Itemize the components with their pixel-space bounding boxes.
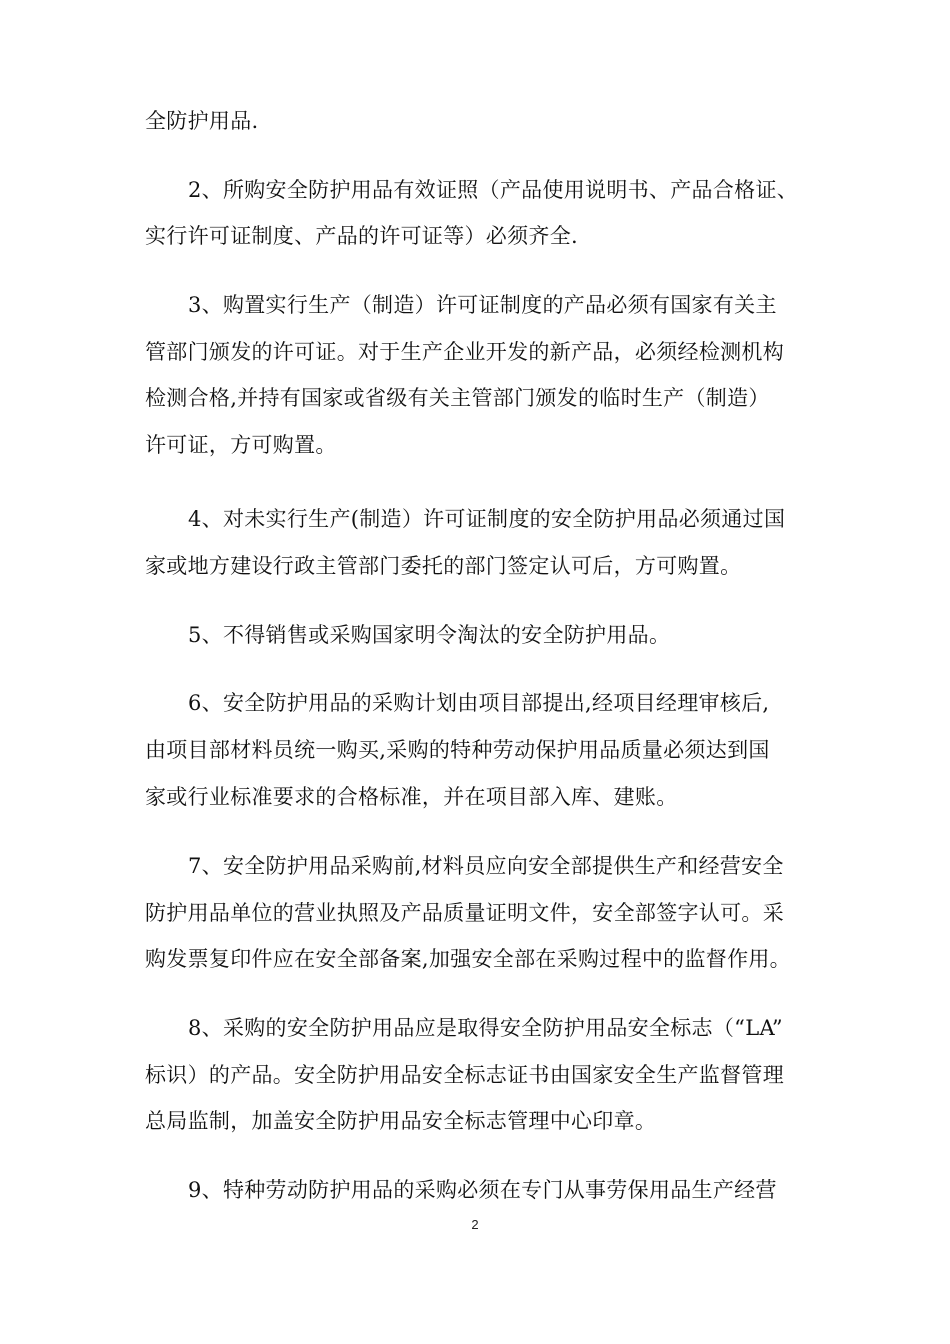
text-line: 家或地方建设行政主管部门委托的部门签定认可后，方可购置。 <box>145 554 742 578</box>
text-line: 实行许可证制度、产品的许可证等）必须齐全. <box>145 224 578 248</box>
text-line: 7、安全防护用品采购前,材料员应向安全部提供生产和经营安全 <box>188 854 784 878</box>
text-line: 家或行业标准要求的合格标准，并在项目部入库、建账。 <box>145 785 678 809</box>
text-line: 防护用品单位的营业执照及产品质量证明文件，安全部签字认可。采 <box>145 901 784 925</box>
text-line: 4、对未实行生产(制造）许可证制度的安全防护用品必须通过国 <box>188 507 786 531</box>
text-line: 9、特种劳动防护用品的采购必须在专门从事劳保用品生产经营 <box>188 1178 777 1202</box>
text-line: 标识）的产品。安全防护用品安全标志证书由国家安全生产监督管理 <box>145 1063 784 1087</box>
page-number: 2 <box>471 1217 479 1232</box>
text-line: 购发票复印件应在安全部备案,加强安全部在采购过程中的监督作用。 <box>145 947 791 971</box>
text-line: 8、采购的安全防护用品应是取得安全防护用品安全标志（“LA” <box>188 1016 783 1040</box>
text-line: 6、安全防护用品的采购计划由项目部提出,经项目经理审核后, <box>188 691 770 715</box>
text-line: 检测合格,并持有国家或省级有关主管部门颁发的临时生产（制造） <box>145 386 770 410</box>
text-line: 由项目部材料员统一购买,采购的特种劳动保护用品质量必须达到国 <box>145 738 770 762</box>
text-line: 全防护用品. <box>145 109 259 133</box>
text-line: 2、所购安全防护用品有效证照（产品使用说明书、产品合格证、 <box>188 178 799 202</box>
text-line: 3、购置实行生产（制造）许可证制度的产品必须有国家有关主 <box>188 293 777 317</box>
text-line: 总局监制，加盖安全防护用品安全标志管理中心印章。 <box>145 1109 657 1133</box>
text-line: 许可证，方可购置。 <box>145 433 337 457</box>
text-line: 管部门颁发的许可证。对于生产企业开发的新产品，必须经检测机构 <box>145 340 784 364</box>
text-line: 5、不得销售或采购国家明令淘汰的安全防护用品。 <box>188 623 671 647</box>
